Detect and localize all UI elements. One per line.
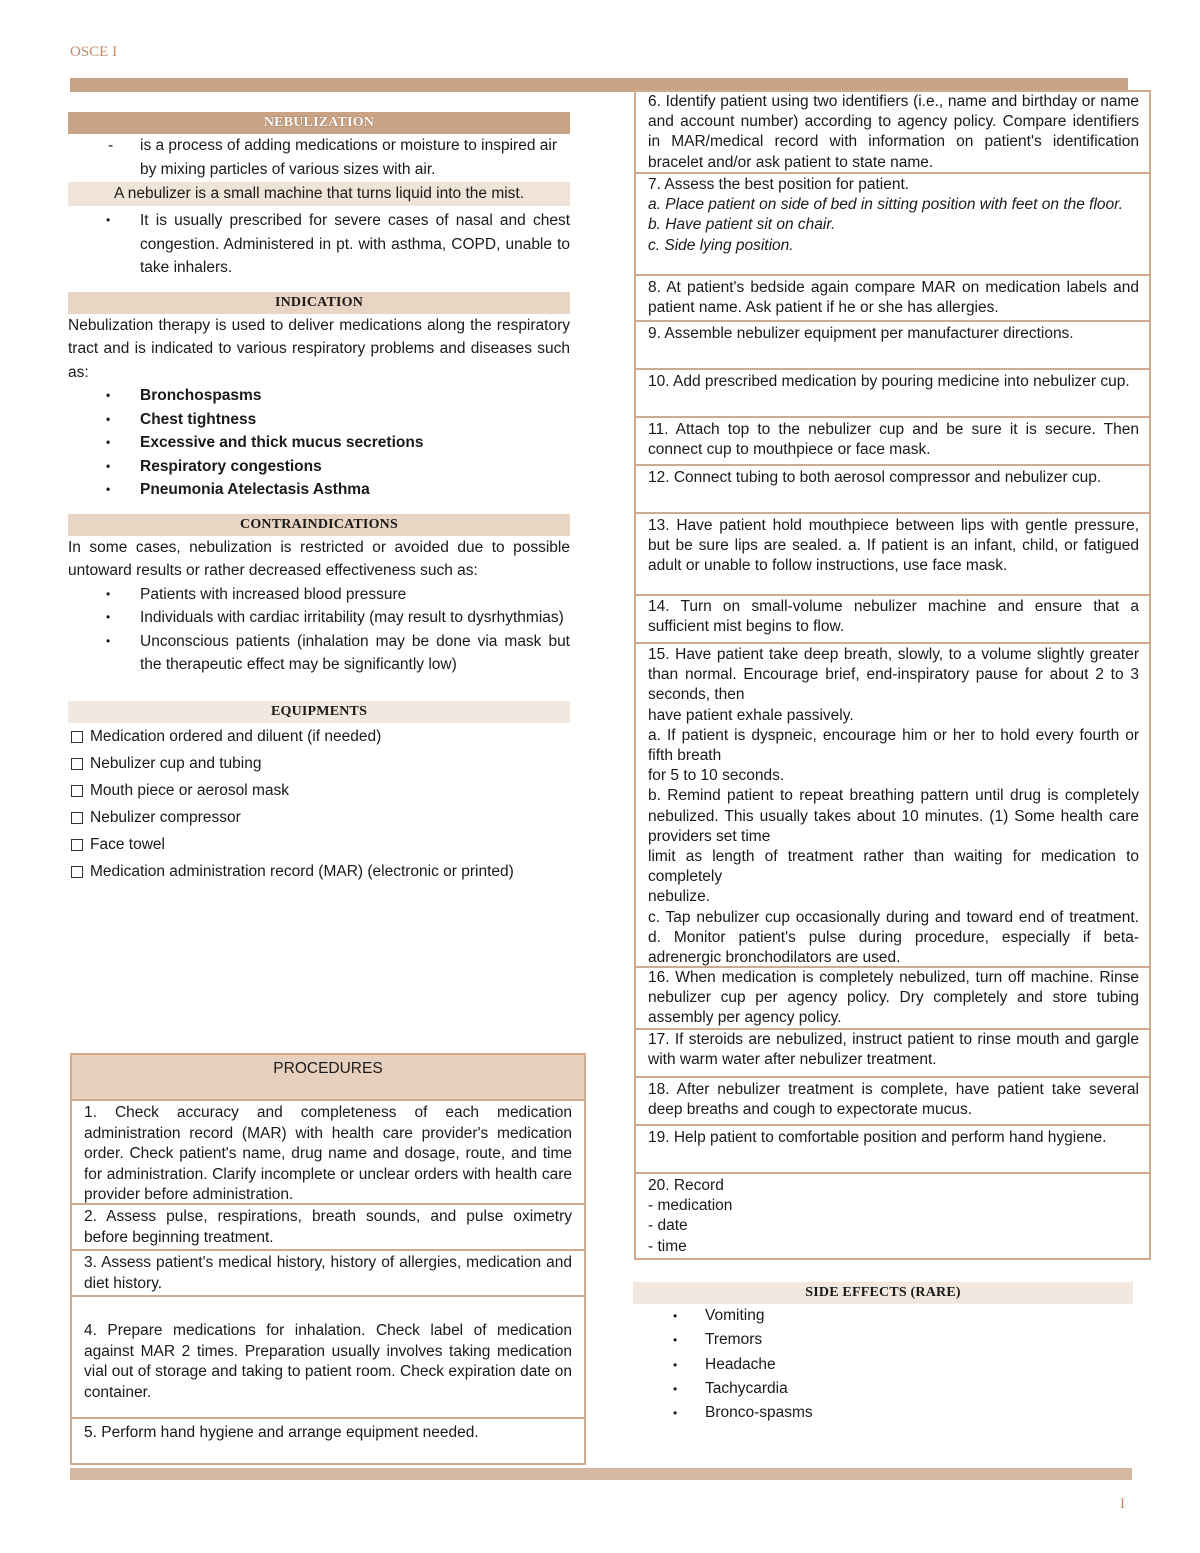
list-item	[633, 1377, 1133, 1401]
step-15-text: a. If patient is dyspneic, encourage him or her to hold every fourth or fifth breath	[648, 726, 1139, 765]
procedure-step-20	[636, 1174, 1149, 1258]
nebulizer-highlight: A nebulizer is a small machine that turns liquid into the mist.	[68, 182, 570, 206]
indication-item: Respiratory congestions	[140, 457, 322, 475]
bullet-icon: •	[106, 213, 111, 227]
procedure-step-4: 4. Prepare medications for inhalation. Check label of medication against MAR 2 times. Preparation usually involves taking medication vial out of storage and taking to patient room. Check expiration date on container.	[72, 1297, 584, 1419]
procedure-step-9: 9. Assemble nebulizer equipment per manufacturer directions.	[636, 322, 1149, 370]
list-item	[633, 1328, 1133, 1352]
step-7-text: 7. Assess the best position for patient.	[648, 176, 910, 193]
indication-item: Pneumonia Atelectasis Asthma	[140, 481, 370, 498]
bullet-icon: •	[106, 435, 111, 449]
checkbox-icon	[71, 866, 83, 878]
procedure-step-16: 16. When medication is completely nebulized, turn off machine. Rinse nebulizer cup per agency policy. Dry completely and store tubing assembly per agency policy.	[636, 968, 1149, 1030]
procedure-step-3: 3. Assess patient's medical history, history of allergies, medication and diet history.	[72, 1251, 584, 1297]
list-item	[68, 606, 570, 630]
equipment-item	[68, 779, 570, 803]
step-15-text: 15. Have patient take deep breath, slowly, to a volume slightly greater than normal. Encourage brief, end-inspiratory pause for about 2 to 3 seconds, then	[648, 646, 1139, 704]
procedure-step-6: 6. Identify patient using two identifiers (i.e., name and birthday or name and account number) according to agency policy. Compare identifiers in MAR/medical record with information on patient's identification bracelet and/or ask patient to state name.	[636, 92, 1149, 174]
procedures-table-left	[70, 1053, 586, 1465]
nebulization-heading: NEBULIZATION	[68, 112, 570, 134]
bullet-text: It is usually prescribed for severe cases of nasal and chest congestion. Administered in pt. with asthma, COPD, unable to take inhalers.	[140, 212, 570, 276]
step-15-text: for 5 to 10 seconds.	[648, 767, 785, 785]
nebulization-definition	[68, 134, 570, 181]
side-effect-item: Headache	[705, 1355, 776, 1373]
side-effect-item: Bronco-spasms	[705, 1404, 813, 1422]
step-7b-text: b. Have patient sit on chair.	[648, 216, 836, 234]
procedures-heading: PROCEDURES	[72, 1055, 584, 1101]
indication-heading: INDICATION	[68, 292, 570, 314]
indication-item: Excessive and thick mucus secretions	[140, 434, 424, 451]
contraindications-intro: In some cases, nebulization is restricted or avoided due to possible untoward results or rather decreased effectiveness such as:	[68, 538, 570, 579]
footer-page-number: I	[1120, 1496, 1125, 1512]
checkbox-icon	[71, 758, 83, 770]
contraindications-heading: CONTRAINDICATIONS	[68, 514, 570, 536]
step-7c-text: c. Side lying position.	[648, 236, 794, 254]
side-effects-section	[633, 1282, 1133, 1425]
list-item	[633, 1353, 1133, 1377]
step-7a-text: a. Place patient on side of bed in sitting position with feet on the floor.	[648, 196, 1124, 214]
equipment-text: Mouth piece or aerosol mask	[90, 781, 290, 799]
contraindications-list	[68, 583, 570, 677]
equipment-text: Nebulizer cup and tubing	[90, 754, 262, 772]
equipment-text: Medication ordered and diluent (if needed)	[90, 727, 382, 745]
list-item	[68, 478, 570, 502]
procedure-step-12: 12. Connect tubing to both aerosol compressor and nebulizer cup.	[636, 466, 1149, 514]
procedure-step-17: 17. If steroids are nebulized, instruct patient to rinse mouth and gargle with warm water after nebulizer treatment.	[636, 1030, 1149, 1078]
bullet-icon: •	[106, 458, 111, 473]
footer-bar	[70, 1468, 1132, 1480]
bullet-icon: •	[106, 633, 111, 648]
procedure-step-7	[636, 174, 1149, 276]
step-15-text: b. Remind patient to repeat breathing pattern until drug is completely nebulized. This usually takes about 10 minutes. (1) Some health care providers set time	[648, 787, 1139, 845]
procedure-step-5: 5. Perform hand hygiene and arrange equipment needed.	[84, 1424, 479, 1441]
step-20-item: - time	[648, 1237, 687, 1255]
bullet-icon: •	[673, 1357, 678, 1372]
bullet-icon: •	[673, 1309, 678, 1323]
indication-intro: Nebulization therapy is used to deliver medications along the respiratory tract and is indicated to various respiratory problems and diseases such as:	[68, 316, 570, 381]
equipment-item	[68, 806, 570, 830]
procedure-step-13: 13. Have patient hold mouthpiece between lips with gentle pressure, but be sure lips are sealed. a. If patient is an infant, child, or fatigued adult or unable to follow instructions, use face mask.	[636, 514, 1149, 596]
list-item	[633, 1401, 1133, 1425]
checkbox-icon	[71, 812, 83, 824]
procedures-table-right	[634, 90, 1151, 1260]
bullet-icon: •	[106, 482, 111, 496]
list-item	[68, 408, 570, 432]
bullet-icon: •	[673, 1406, 678, 1421]
list-item	[633, 1304, 1133, 1328]
procedure-step-10: 10. Add prescribed medication by pouring medicine into nebulizer cup.	[636, 370, 1149, 418]
bullet-icon: •	[673, 1333, 678, 1348]
nebulization-bullets	[68, 209, 570, 280]
bullet-icon: •	[106, 610, 111, 624]
procedure-step-14: 14. Turn on small-volume nebulizer machine and ensure that a sufficient mist begins to flow.	[636, 596, 1149, 644]
header-title: OSCE I	[70, 44, 118, 60]
contraindication-item: Individuals with cardiac irritability (may result to dysrhythmias)	[140, 609, 564, 626]
equipment-item	[68, 860, 570, 884]
list-item	[68, 455, 570, 479]
indication-list	[68, 384, 570, 502]
list-item	[68, 384, 570, 408]
step-15-text: nebulize.	[648, 888, 711, 906]
step-20-text: 20. Record	[648, 1177, 724, 1194]
equipment-text: Nebulizer compressor	[90, 808, 241, 826]
procedure-step-2: 2. Assess pulse, respirations, breath sounds, and pulse oximetry before beginning treatment.	[72, 1205, 584, 1251]
equipment-item	[68, 752, 570, 776]
contraindication-item: Patients with increased blood pressure	[140, 585, 407, 603]
procedure-step-15	[636, 644, 1149, 968]
indication-item: Chest tightness	[140, 410, 257, 428]
bullet-icon: •	[106, 388, 111, 402]
bullet-icon: •	[106, 411, 111, 426]
list-item	[68, 630, 570, 677]
step-20-item: - date	[648, 1217, 688, 1235]
procedure-step-19: 19. Help patient to comfortable position and perform hand hygiene.	[636, 1126, 1149, 1174]
equipment-text: Medication administration record (MAR) (electronic or printed)	[90, 862, 514, 880]
definition-text: is a process of adding medications or moisture to inspired air by mixing particles of various sizes with air.	[140, 137, 557, 178]
procedure-step-11: 11. Attach top to the nebulizer cup and be sure it is secure. Then connect cup to mouthpiece or face mask.	[636, 418, 1149, 466]
contraindication-item: Unconscious patients (inhalation may be done via mask but the therapeutic effect may be significantly low)	[140, 632, 570, 673]
side-effects-list	[633, 1304, 1133, 1425]
side-effect-item: Tachycardia	[705, 1379, 788, 1397]
indication-item: Bronchospasms	[140, 387, 262, 404]
procedure-step-18: 18. After nebulizer treatment is complete, have patient take several deep breaths and cough to expectorate mucus.	[636, 1078, 1149, 1126]
side-effect-item: Tremors	[705, 1331, 763, 1349]
step-20-item: - medication	[648, 1197, 733, 1215]
step-15-text: limit as length of treatment rather than waiting for medication to completely	[648, 848, 1139, 886]
list-item	[68, 209, 570, 280]
equipment-item	[68, 833, 570, 857]
equipment-item	[68, 725, 570, 749]
dash-marker: -	[108, 137, 114, 154]
left-column	[68, 112, 570, 887]
equipment-text: Face towel	[90, 835, 165, 853]
checkbox-icon	[71, 731, 83, 743]
list-item	[68, 431, 570, 455]
procedure-step-1: 1. Check accuracy and completeness of each medication administration record (MAR) with health care provider's medication order. Check patient's name, drug name and dosage, route, and time for administration. Clarify incomplete or unclear orders with health care provider before administration.	[72, 1101, 584, 1205]
list-item	[68, 583, 570, 607]
equipments-heading: EQUIPMENTS	[68, 701, 570, 723]
step-15-text: c. Tap nebulizer cup occasionally during and toward end of treatment. d. Monitor patient's pulse during procedure, especially if beta- adrenergic bronchodilators are used.	[648, 908, 1139, 967]
side-effect-item: Vomiting	[705, 1307, 765, 1324]
procedure-step-8: 8. At patient's bedside again compare MAR on medication labels and patient name. Ask patient if he or she has allergies.	[636, 276, 1149, 322]
checkbox-icon	[71, 785, 83, 797]
side-effects-heading: SIDE EFFECTS (RARE)	[633, 1282, 1133, 1304]
step-15-text: have patient exhale passively.	[648, 706, 854, 724]
bullet-icon: •	[673, 1381, 678, 1396]
bullet-icon: •	[106, 586, 111, 601]
checkbox-icon	[71, 839, 83, 851]
